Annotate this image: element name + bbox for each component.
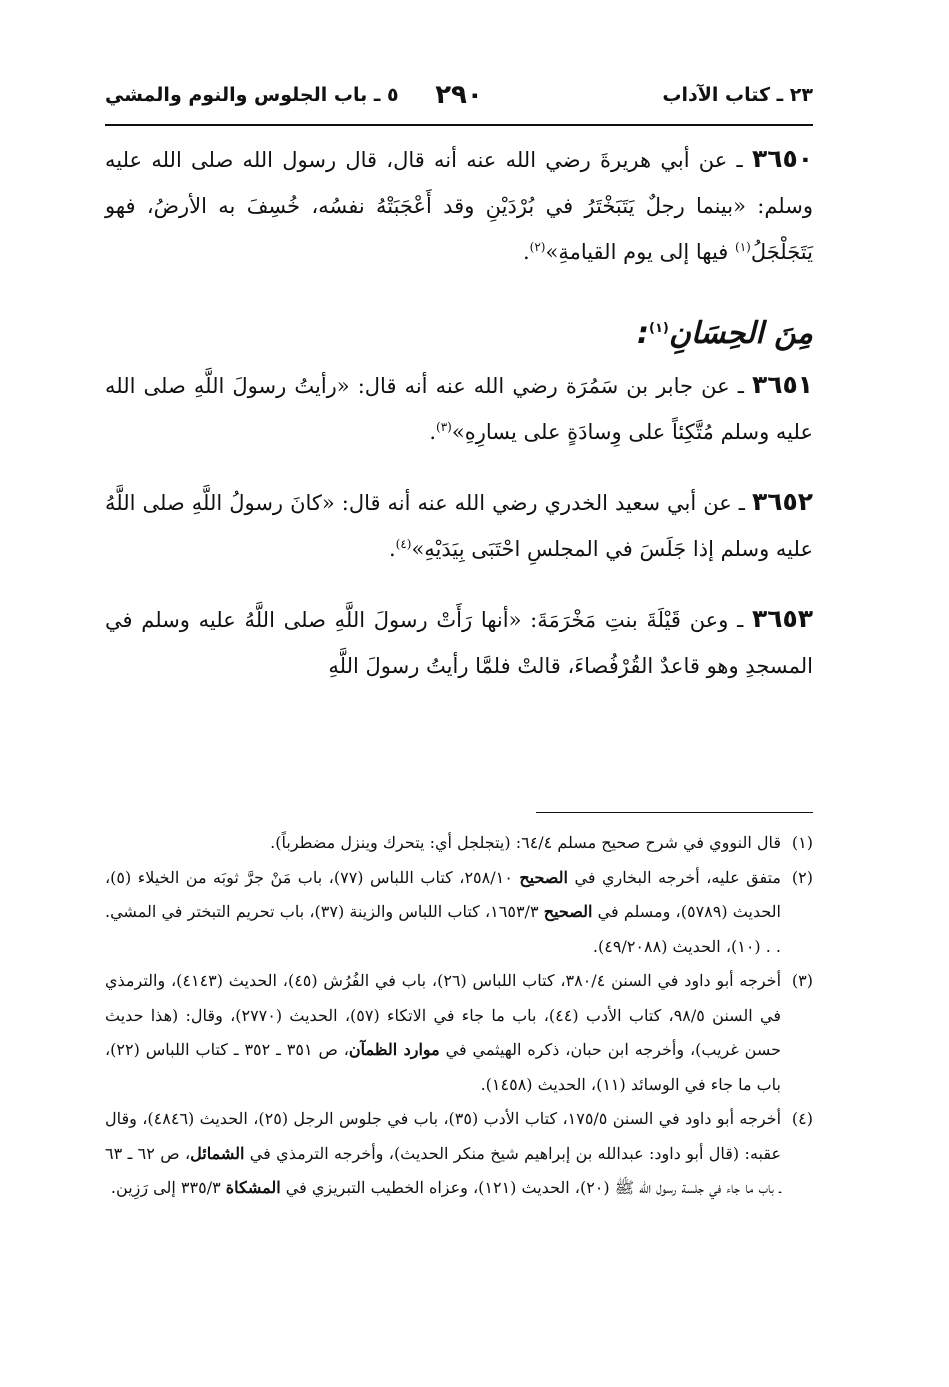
footnote-text: ، ص ٣٥١ ـ ٣٥٢ ـ كتاب اللباس (٢٢)، باب ما جاء في الوسائد (١١)، الحديث (١٤٥٨).	[105, 1040, 781, 1094]
hadith-text-end: .	[522, 240, 530, 264]
footnote-marker: (٤)	[791, 1109, 813, 1128]
hadith-number: ٣٦٥٣	[751, 604, 813, 633]
footnote-ref[interactable]: (٤)	[395, 537, 412, 551]
footnote-1	[105, 826, 813, 861]
source-title: موارد الظمآن	[348, 1040, 440, 1059]
footnote-rule	[536, 812, 813, 813]
footnote-text: أخرجه أبو داود في السنن ٣٨٠/٤، كتاب اللباس (٢٦)، باب في الفُرُش (٤٥)، الحديث (٤١٤٣)، والترمذي في السنن ٩٨/٥، كتاب الأدب (٤٤)، باب ما جاء في الاتكاء (٥٧)، الحديث (٢٧٧٠)، وقال: (هذا حديث حسن غريب)، وأخرجه ابن حبان، ذكره الهيثمي في	[105, 971, 782, 1059]
footnote-text: متفق عليه، أخرجه البخاري في	[568, 867, 781, 887]
source-title: المشكاة	[225, 1178, 281, 1197]
hadith-text: ـ عن جابر بن سَمُرَة رضي الله عنه أنه قال: «رأيتُ رسولَ اللَّهِ صلى الله عليه وسلم مُتَّكِئاً على وِسادَةٍ على يسارِهِ»	[105, 374, 813, 444]
footnote-marker: (٣)	[791, 971, 813, 990]
source-title: الصحيح	[543, 902, 593, 921]
footnote-text: ، ص ٦٢ ـ ٦٣ ـ باب ما جاء في جلسة رسول الله ﷺ (٢٠)، الحديث (١٢١)، وعزاه الخطيب التبريزي في	[105, 1143, 781, 1197]
hadith-number: ٣٦٥٠	[751, 144, 813, 173]
hadith-3650	[105, 136, 813, 275]
hadith-text: ـ عن أبي هريرةَ رضي الله عنه أنه قال، قال رسول الله صلى الله عليه وسلم: «بينما رجلٌ يَتَبَخْتَرُ في بُرْدَيْنِ وقد أَعْجَبَتْهُ نفسُه، خُسِفَ به الأرضُ، فهو يَتَجَلْجَلُ	[105, 148, 813, 264]
footnote-2	[105, 861, 813, 965]
hadith-3652	[105, 479, 813, 572]
footnote-ref[interactable]: (١)	[649, 321, 669, 336]
footnote-text: ٣٣٥/٣ إلى رَزِين.	[110, 1178, 226, 1197]
footnote-3	[105, 964, 813, 1102]
footnotes	[105, 826, 813, 1206]
footnote-ref[interactable]: (٣)	[436, 420, 452, 434]
hadith-number: ٣٦٥٢	[751, 487, 813, 516]
footnote-text: أخرجه أبو داود في السنن ١٧٥/٥، كتاب الأدب (٣٥)، باب في جلوس الرجل (٢٥)، الحديث (٤٨٤٦)، وقال عقبه: (قال أبو داود: عبدالله بن إبراهيم شيخ منكر الحديث)، وأخرجه الترمذي في	[105, 1109, 782, 1163]
hadith-3653	[105, 596, 813, 689]
book-title: ٢٣ ـ كتاب الآداب	[662, 84, 813, 106]
section-heading-colon: :	[637, 316, 650, 351]
hadith-text-end: .	[388, 537, 396, 561]
main-text	[105, 136, 813, 689]
hadith-3651	[105, 362, 813, 455]
footnote-text: قال النووي في شرح صحيح مسلم ٦٤/٤: (يتجلجل أي: يتحرك وينزل مضطرباً).	[270, 833, 781, 852]
hadith-number: ٣٦٥١	[751, 370, 813, 399]
section-heading-text: مِنَ الحِسَانِ	[668, 316, 813, 351]
hadith-text: ـ عن أبي سعيد الخدري رضي الله عنه أنه قال: «كانَ رسولُ اللَّهِ صلى اللَّهُ عليه وسلم إذا جَلَسَ في المجلسِ احْتَبَى بِيَدَيْهِ»	[105, 491, 813, 561]
footnote-4	[105, 1102, 813, 1206]
footnote-marker: (١)	[791, 833, 813, 852]
footnote-ref[interactable]: (٢)	[529, 240, 546, 254]
section-heading	[105, 307, 813, 356]
footnote-text: ٢٥٨/١٠، كتاب اللباس (٧٧)، باب مَنْ جرَّ ثوبَه من الخيلاء (٥)، الحديث (٥٧٨٩)، ومسلم في	[105, 867, 782, 921]
hadith-text: ـ وعن قَيْلَةَ بنتِ مَخْرَمَةَ: «أنها رَأَتْ رسولَ اللَّهِ صلى اللَّهُ عليه وسلم في المسجدِ وهو قاعدٌ القُرْفُصاءَ، قالتْ فلمَّا رأيتُ رسولَ اللَّهِ	[105, 608, 813, 678]
chapter-title: ٥ ـ باب الجلوس والنوم والمشي	[105, 84, 399, 106]
page-number: ٢٩٠	[435, 80, 483, 110]
running-header	[105, 80, 813, 120]
footnote-marker: (٢)	[791, 867, 813, 887]
source-title: الشمائل	[190, 1143, 245, 1163]
source-title: الصحيح	[519, 867, 568, 887]
footnote-text: ١٦٥٣/٣، كتاب اللباس والزينة (٣٧)، باب تحريم التبختر في المشي. . . (١٠)، الحديث (٤٩/٢٠٨٨).	[105, 902, 781, 956]
hadith-text-end: .	[429, 420, 437, 444]
hadith-text: فيها إلى يوم القيامةِ»	[545, 240, 736, 264]
header-rule	[105, 124, 813, 126]
paragraph-gap	[105, 455, 813, 479]
paragraph-gap	[105, 572, 813, 596]
footnote-ref[interactable]: (١)	[735, 240, 751, 254]
